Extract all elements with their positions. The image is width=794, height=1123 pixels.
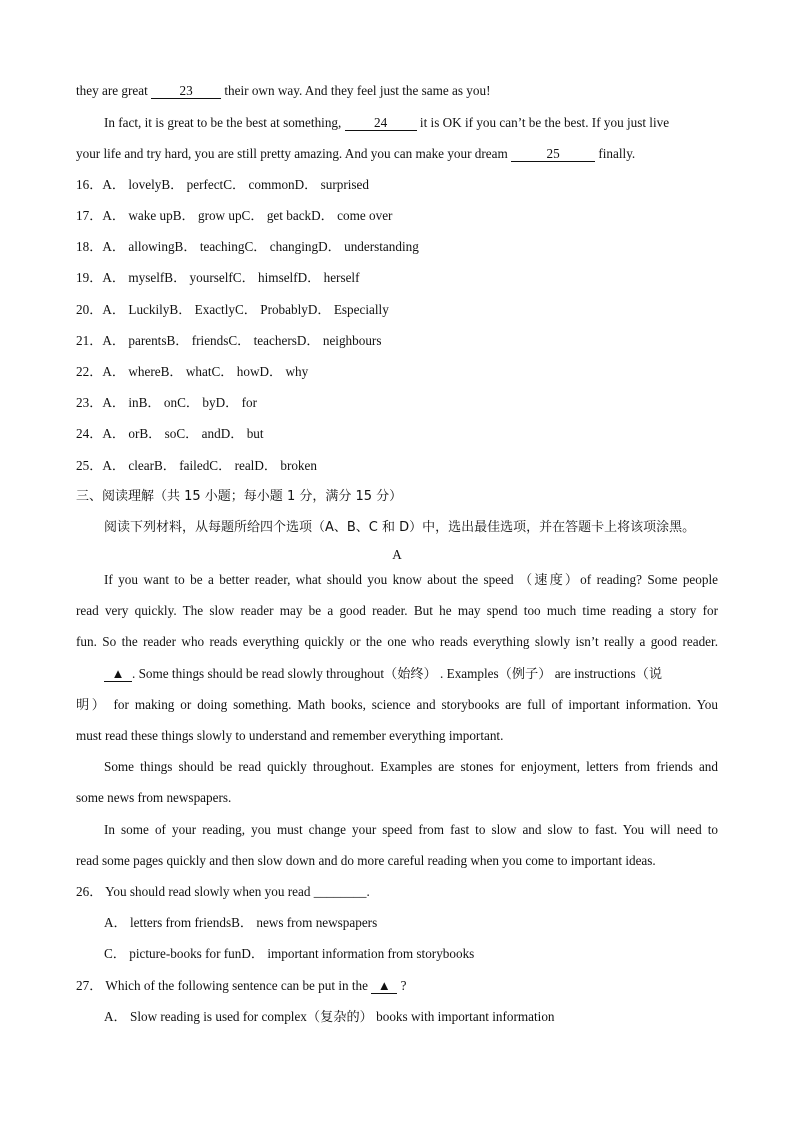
option-row-21 bbox=[76, 332, 381, 350]
answer-blank-23: 23 bbox=[151, 83, 221, 99]
option-row-23 bbox=[76, 394, 257, 412]
option-text: A． clearB． failedC． realD． broken bbox=[102, 458, 317, 473]
passage-line: 明） for making or doing something. Math books, science and storybooks are full of important information. You bbox=[76, 697, 718, 712]
option-row-19 bbox=[76, 269, 360, 287]
question-number: 17． bbox=[76, 208, 103, 223]
question-number: 22． bbox=[76, 364, 103, 379]
option-text: A． myselfB． yourselfC． himselfD． herself bbox=[102, 270, 360, 285]
question-27-stem bbox=[76, 977, 406, 995]
question-number: 20． bbox=[76, 302, 103, 317]
option-row-20 bbox=[76, 301, 389, 319]
question-number: 16． bbox=[76, 177, 103, 192]
text-segment: In fact, it is great to be the best at something, bbox=[104, 115, 345, 130]
passage-line: If you want to be a better reader, what should you know about the speed （速度）of reading? Some people bbox=[104, 572, 718, 587]
question-number: 21． bbox=[76, 333, 103, 348]
passage-line: must read these things slowly to understand and remember everything important. bbox=[76, 728, 504, 743]
passage-line: fun. So the reader who reads everything quickly or the one who reads everything slowly isn’t really a good reader. bbox=[76, 634, 718, 649]
option-row-22 bbox=[76, 363, 308, 381]
answer-blank-24: 24 bbox=[345, 115, 417, 131]
option-row-25 bbox=[76, 457, 317, 475]
passage-line: In some of your reading, you must change your speed from fast to slow and slow to fast. You will need to bbox=[104, 822, 718, 837]
option-text: A． orB． soC． andD． but bbox=[102, 426, 264, 441]
cloze-paragraph-line-1 bbox=[76, 82, 718, 100]
passage-line: read some pages quickly and then slow down and do more careful reading when you come to important ideas. bbox=[76, 853, 656, 868]
question-26-options-cd: C． picture-books for funD． important information from storybooks bbox=[104, 946, 475, 961]
passage-line: read very quickly. The slow reader may be a good reader. But he may spend too much time reading a story for bbox=[76, 603, 718, 618]
question-number: 25． bbox=[76, 458, 103, 473]
text-segment: ? bbox=[397, 978, 407, 993]
question-26-options-ab: A． letters from friendsB． news from newspapers bbox=[104, 915, 378, 930]
text-segment: they are great bbox=[76, 83, 152, 98]
option-text: A． inB． onC． byD． for bbox=[102, 395, 257, 410]
option-row-17 bbox=[76, 207, 392, 225]
option-text: A． parentsB． friendsC． teachersD． neighbours bbox=[102, 333, 382, 348]
option-text: A． LuckilyB． ExactlyC． ProbablyD． Especially bbox=[102, 302, 389, 317]
section-instruction: 阅读下列材料，从每题所给四个选项（A、B、C 和 D）中，选出最佳选项，并在答题卡上将该项涂黑。 bbox=[104, 520, 696, 535]
option-text: A． allowingB． teachingC． changingD． understanding bbox=[102, 239, 419, 254]
cloze-paragraph-line-3 bbox=[76, 145, 718, 163]
passage-label: A bbox=[392, 547, 402, 562]
answer-blank-25: 25 bbox=[511, 146, 595, 162]
passage-line: Some things should be read quickly throughout. Examples are stones for enjoyment, letters from friends and bbox=[104, 759, 718, 774]
passage-line: some news from newspapers. bbox=[76, 790, 232, 805]
text-segment: it is OK if you can’t be the best. If you just live bbox=[416, 115, 670, 130]
text-segment: . Some things should be read slowly throughout（始终） . Examples（例子） are instructions（说 bbox=[132, 666, 663, 681]
text-segment: 27． Which of the following sentence can be put in the bbox=[76, 978, 372, 993]
passage-line bbox=[104, 665, 718, 683]
section-heading: 三、阅读理解（共 15 小题；每小题 1 分，满分 15 分） bbox=[76, 489, 403, 504]
question-number: 24． bbox=[76, 426, 103, 441]
option-row-16 bbox=[76, 176, 369, 194]
text-segment: your life and try hard, you are still pretty amazing. And you can make your dream bbox=[76, 146, 512, 161]
missing-sentence-blank: ▲ bbox=[104, 666, 132, 682]
text-segment: finally. bbox=[595, 146, 636, 161]
question-number: 23． bbox=[76, 395, 103, 410]
option-row-18 bbox=[76, 238, 419, 256]
question-27-blank-marker: ▲ bbox=[371, 978, 397, 994]
option-text: A． whereB． whatC． howD． why bbox=[102, 364, 309, 379]
text-segment: their own way. And they feel just the same as you! bbox=[221, 83, 491, 98]
question-27-option-a: A． Slow reading is used for complex（复杂的） books with important information bbox=[104, 1009, 555, 1024]
option-text: A． lovelyB． perfectC． commonD． surprised bbox=[102, 177, 370, 192]
option-row-24 bbox=[76, 425, 264, 443]
question-26-stem: 26． You should read slowly when you read ________. bbox=[76, 884, 370, 899]
cloze-paragraph-line-2 bbox=[104, 114, 718, 132]
option-text: A． wake upB． grow upC． get backD． come over bbox=[102, 208, 393, 223]
question-number: 19． bbox=[76, 270, 103, 285]
question-number: 18． bbox=[76, 239, 103, 254]
